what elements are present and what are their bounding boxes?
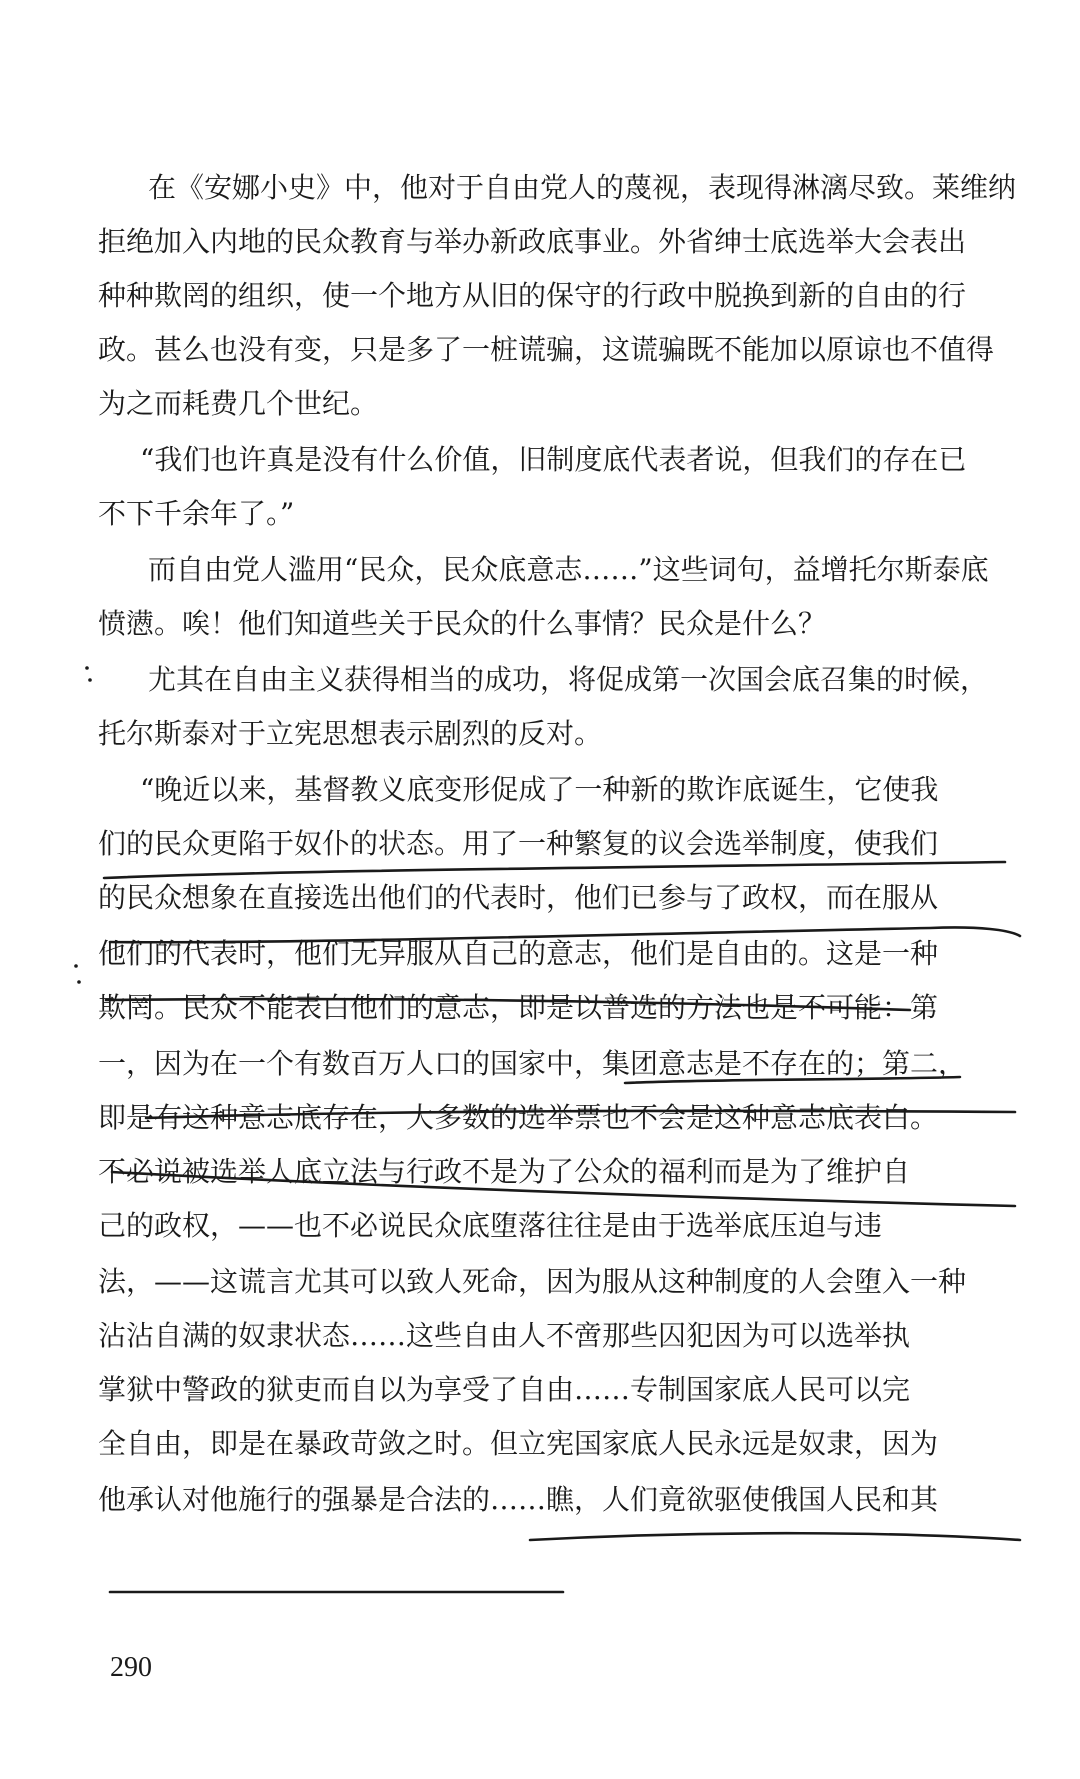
text-line xyxy=(0,594,1080,654)
line-text: 欺罔。民众不能表白他们的意志，即是以普选的方法也是不可能：第 xyxy=(98,991,939,1024)
text-line xyxy=(0,484,1080,544)
text-line xyxy=(0,1360,1080,1420)
line-text: 尤其在自由主义获得相当的成功，将促成第一次国会底召集的时候， xyxy=(148,663,989,696)
line-text: 即是有这种意志底存在，大多数的选举票也不会是这种意志底表白。 xyxy=(98,1101,939,1134)
text-line xyxy=(0,924,1080,984)
text-line xyxy=(0,1196,1080,1256)
text-line xyxy=(0,374,1080,434)
line-text: 他承认对他施行的强暴是合法的……瞧，人们竟欲驱使俄国人民和其 xyxy=(98,1483,939,1516)
text-line xyxy=(0,1414,1080,1474)
text-line xyxy=(0,978,1080,1038)
line-text: 不下千余年了。” xyxy=(98,497,295,530)
text-line xyxy=(0,868,1080,928)
line-text: 不必说被选举人底立法与行政不是为了公众的福利而是为了维护自 xyxy=(98,1155,911,1188)
line-text: “我们也许真是没有什么价值，旧制度底代表者说，但我们的存在已 xyxy=(140,443,967,476)
text-line xyxy=(0,760,1080,820)
text-line xyxy=(0,1252,1080,1312)
text-line xyxy=(0,704,1080,764)
line-text: 全自由，即是在暴政苛敛之时。但立宪国家底人民永远是奴隶，因为 xyxy=(98,1427,939,1460)
line-text: 托尔斯泰对于立宪思想表示剧烈的反对。 xyxy=(98,717,603,750)
text-line xyxy=(0,1306,1080,1366)
text-line xyxy=(0,1034,1080,1094)
text-line xyxy=(0,320,1080,380)
text-line xyxy=(0,158,1080,218)
line-text: 法，——这谎言尤其可以致人死命，因为服从这种制度的人会堕入一种 xyxy=(98,1265,967,1298)
text-line xyxy=(0,650,1080,710)
line-text: 种种欺罔的组织，使一个地方从旧的保守的行政中脱换到新的自由的行 xyxy=(98,279,967,312)
text-line xyxy=(0,212,1080,272)
line-text: 的民众想象在直接选出他们的代表时，他们已参与了政权，而在服从 xyxy=(98,881,939,914)
text-line xyxy=(0,1142,1080,1202)
line-text: 为之而耗费几个世纪。 xyxy=(98,387,379,420)
line-text: 政。甚么也没有变，只是多了一桩谎骗，这谎骗既不能加以原谅也不值得 xyxy=(98,333,995,366)
underline-stroke xyxy=(530,1533,1020,1540)
text-line xyxy=(0,540,1080,600)
text-line xyxy=(0,430,1080,490)
line-text: 沾沾自满的奴隶状态……这些自由人不啻那些囚犯因为可以选举执 xyxy=(98,1319,911,1352)
text-line xyxy=(0,1088,1080,1148)
line-text: 在《安娜小史》中，他对于自由党人的蔑视，表现得淋漓尽致。莱维纳 xyxy=(148,171,1017,204)
text-line xyxy=(0,1470,1080,1530)
line-text: 拒绝加入内地的民众教育与举办新政底事业。外省绅士底选举大会表出 xyxy=(98,225,967,258)
line-text: 一，因为在一个有数百万人口的国家中，集团意志是不存在的；第二， xyxy=(98,1047,967,1080)
line-text: 们的民众更陷于奴仆的状态。用了一种繁复的议会选举制度，使我们 xyxy=(98,827,939,860)
page-number: 290 xyxy=(110,1652,152,1683)
line-text: 掌狱中警政的狱吏而自以为享受了自由……专制国家底人民可以完 xyxy=(98,1373,911,1406)
line-text: “晚近以来，基督教义底变形促成了一种新的欺诈底诞生，它使我 xyxy=(140,773,939,806)
text-line xyxy=(0,266,1080,326)
line-text: 己的政权，——也不必说民众底堕落往往是由于选举底压迫与违 xyxy=(98,1209,883,1242)
line-text: 他们的代表时，他们无异服从自己的意志，他们是自由的。这是一种 xyxy=(98,937,939,970)
text-line xyxy=(0,814,1080,874)
line-text: 而自由党人滥用“民众，民众底意志……”这些词句，益增托尔斯泰底 xyxy=(148,553,989,586)
line-text: 愤懑。唉！他们知道些关于民众的什么事情？民众是什么？ xyxy=(98,607,827,640)
